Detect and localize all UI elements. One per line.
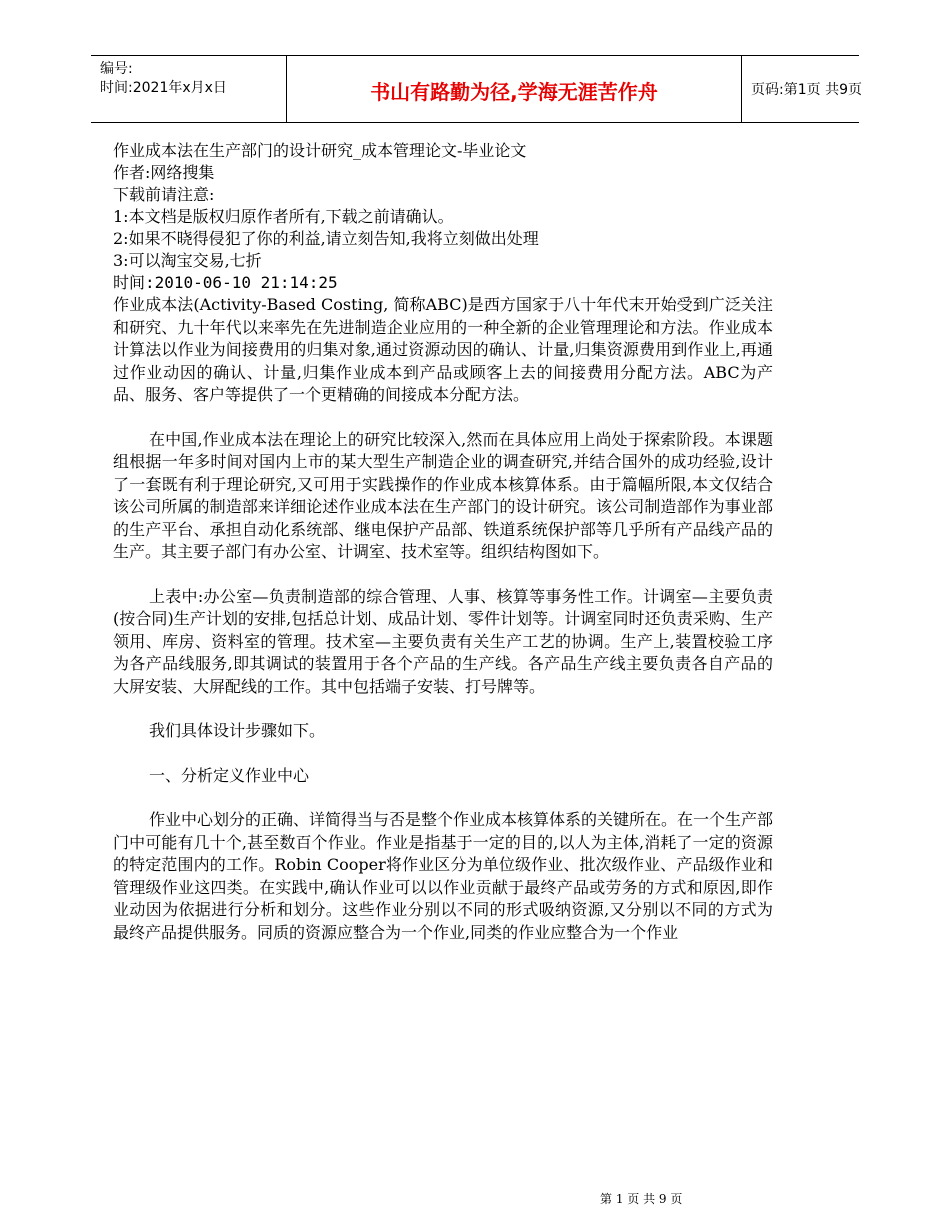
notice-heading: 下载前请注意: — [113, 185, 215, 204]
notice-item-1: 1:本文档是版权归原作者所有,下载之前请确认。 — [113, 207, 454, 226]
section-heading-1: 一、分析定义作业中心 — [149, 765, 310, 785]
document-body — [113, 140, 773, 944]
notice-item-3: 3:可以淘宝交易,七折 — [113, 251, 262, 270]
notice-item-2: 2:如果不晓得侵犯了你的利益,请立刻告知,我将立刻做出处理 — [113, 229, 539, 248]
header-motto: 书山有路勤为径,学海无涯苦作舟 — [370, 80, 658, 104]
doc-author: 作者:网络搜集 — [113, 163, 215, 182]
doc-time: 时间:2010-06-10 21:14:25 — [113, 273, 338, 292]
paragraph-table-desc: 上表中:办公室—负责制造部的综合管理、人事、核算等事务性工作。计调室—主要负责(按合同)生产计划的安排,包括总计划、成品计划、零件计划等。计调室同时还负责采购、生产领用、库房、资料室的管理。技术室—主要负责有关生产工艺的协调。生产上,装置校验工序为各产品线服务,即其调试的装置用于各个产品的生产线。各产品生产线主要负责各自产品的大屏安装、大屏配线的工作。其中包括端子安装、打号牌等。 — [113, 586, 773, 696]
document-number-label: 编号: — [100, 61, 133, 77]
header-center-cell — [286, 56, 742, 122]
paragraph-intro: 作业成本法(Activity-Based Costing, 简称ABC)是西方国家于八十年代末开始受到广泛关注和研究、九十年代以来率先在先进制造企业应用的一种全新的企业管理理论和方法。作业成本计算法以作业为间接费用的归集对象,通过资源动因的确认、计量,归集资源费用到作业上,再通过作业动因的确认、计量,归集作业成本到产品或顾客上去的间接费用分配方法。ABC为产品、服务、客户等提供了一个更精确的间接成本分配方法。 — [113, 295, 773, 404]
doc-title: 作业成本法在生产部门的设计研究_成本管理论文-毕业论文 — [113, 141, 527, 160]
paragraph-activity-center: 作业中心划分的正确、详简得当与否是整个作业成本核算体系的关键所在。在一个生产部门中可能有几十个,甚至数百个作业。作业是指基于一定的目的,以人为主体,消耗了一定的资源的特定范围内的工作。Robin Cooper将作业区分为单位级作业、批次级作业、产品级作业和管理级作业这四类。在实践中,确认作业可以以作业贡献于最终产品或劳务的方式和原因,即作业动因为依据进行分析和划分。这些作业分别以不同的形式吸纳资源,又分别以不同的方式为最终产品提供服务。同质的资源应整合为一个作业,同类的作业应整合为一个作业 — [113, 810, 774, 942]
document-time-label: 时间:2021年x月x日 — [100, 80, 227, 96]
document-header — [91, 55, 862, 123]
page-footer: 第 1 页 共 9 页 — [600, 1192, 683, 1206]
header-page-label: 页码:第1页 共9页 — [751, 82, 862, 98]
paragraph-steps: 我们具体设计步骤如下。 — [149, 721, 326, 740]
header-right-cell — [742, 56, 862, 122]
paragraph-china: 在中国,作业成本法在理论上的研究比较深入,然而在具体应用上尚处于探索阶段。本课题组根据一年多时间对国内上市的某大型生产制造企业的调查研究,并结合国外的成功经验,设计了一套既有利于理论研究,又可用于实践操作的作业成本核算体系。由于篇幅所限,本文仅结合该公司所属的制造部来详细论述作业成本法在生产部门的设计研究。该公司制造部作为事业部的生产平台、承担自动化系统部、继电保护产品部、铁道系统保护部等几乎所有产品线产品的生产。其主要子部门有办公室、计调室、技术室等。组织结构图如下。 — [113, 429, 773, 561]
header-left-cell — [91, 56, 286, 122]
